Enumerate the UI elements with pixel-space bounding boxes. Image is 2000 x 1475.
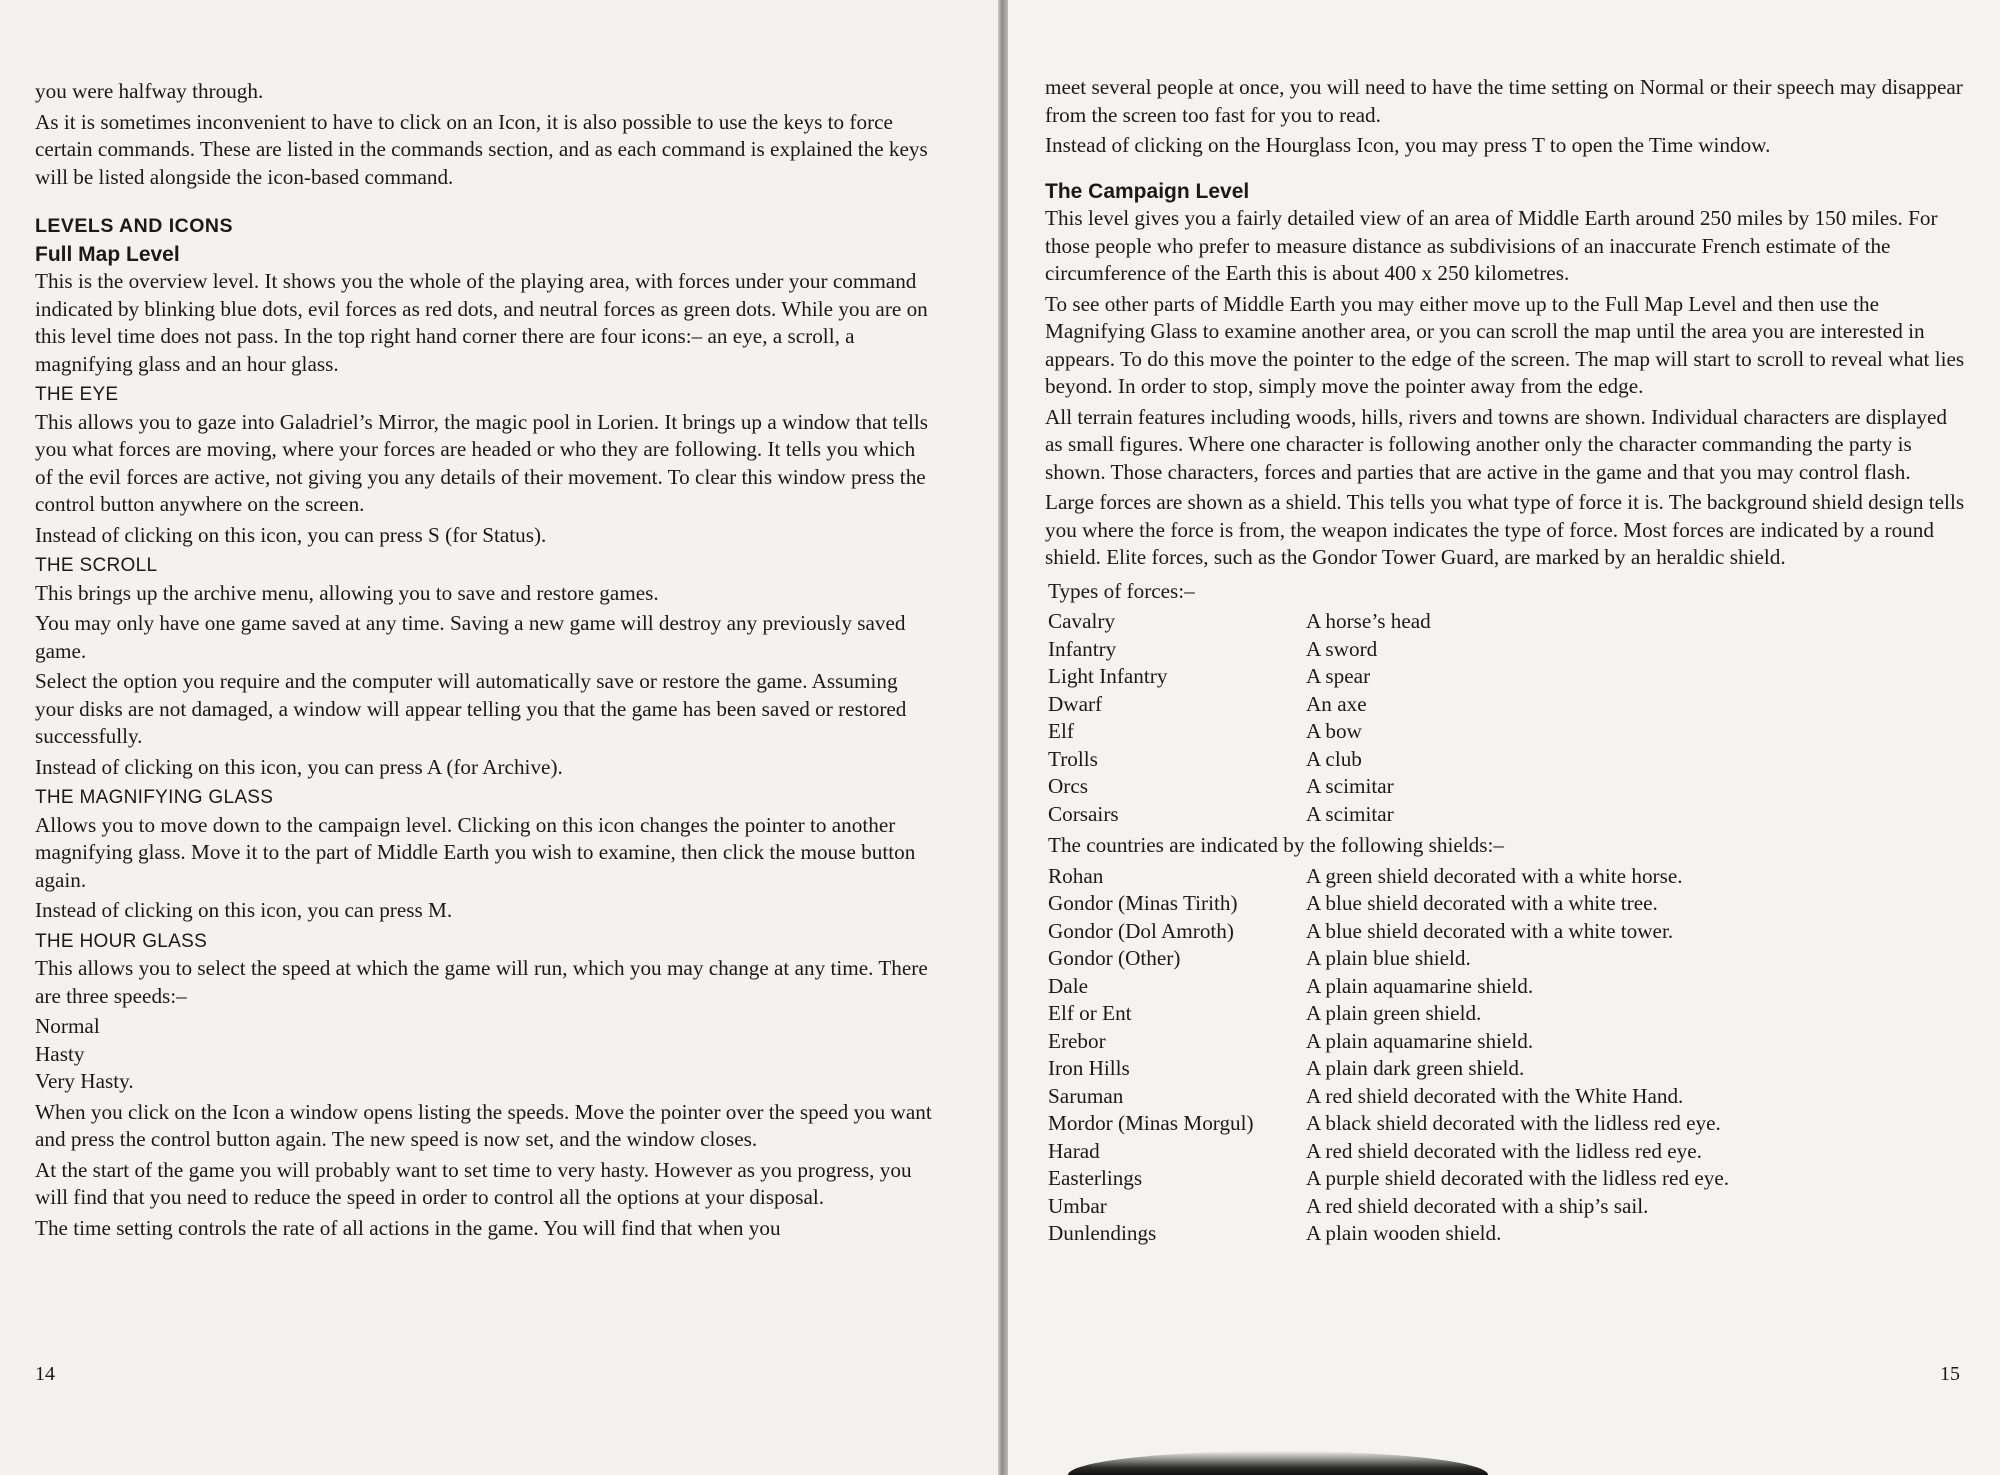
list-row xyxy=(1048,1000,1729,1028)
heading-magnifying-glass: THE MAGNIFYING GLASS xyxy=(35,787,274,808)
heading-the-eye: THE EYE xyxy=(35,384,119,405)
list-row xyxy=(1048,1028,1729,1056)
row-name: Dwarf xyxy=(1048,691,1103,716)
list-row xyxy=(1048,945,1729,973)
page-number: 15 xyxy=(1940,1363,1960,1385)
row-name: Easterlings xyxy=(1048,1166,1143,1190)
country-shields-table xyxy=(1048,863,1729,1248)
paragraph: This level gives you a fairly detailed view of an area of Middle Earth around 250 miles by 150 miles. For those people who prefer to measure distance as subdivisions of an inaccurate French estimate of the circumference of the Earth this is about 400 x 250 kilometres. xyxy=(1045,206,1938,285)
row-description: A red shield decorated with a ship’s sail. xyxy=(1306,1193,1649,1218)
row-description: A plain dark green shield. xyxy=(1306,1056,1525,1080)
row-name: Cavalry xyxy=(1048,609,1116,633)
row-description: A purple shield decorated with the lidless red eye. xyxy=(1306,1166,1730,1190)
list-row xyxy=(1048,973,1729,1001)
paragraph: Instead of clicking on this icon, you can press A (for Archive). xyxy=(35,754,563,779)
row-name: Infantry xyxy=(1048,636,1117,661)
row-name: Saruman xyxy=(1048,1083,1124,1108)
row-name: Mordor (Minas Morgul) xyxy=(1048,1111,1254,1135)
list-row xyxy=(1048,608,1431,636)
list-row xyxy=(1048,718,1431,746)
paragraph: This is the overview level. It shows you the whole of the playing area, with forces under your command indicated by blinking blue dots, evil forces as red dots, and neutral forces as green dots. While you are on this level time does not pass. In the top right hand corner there are four icons:– an eye, a scroll, a magnifying glass and an hour glass. xyxy=(35,269,928,376)
countries-intro: The countries are indicated by the following shields:– xyxy=(1048,833,1504,857)
row-description: A spear xyxy=(1306,664,1371,688)
row-description: A plain aquamarine shield. xyxy=(1306,973,1534,998)
row-name: Elf xyxy=(1048,719,1074,743)
heading-hour-glass: THE HOUR GLASS xyxy=(35,930,208,952)
page-number: 14 xyxy=(35,1363,55,1385)
right-page xyxy=(1008,0,2000,1475)
section-title-levels: LEVELS AND ICONS xyxy=(35,215,233,237)
subsection-campaign: The Campaign Level xyxy=(1045,179,1250,203)
paragraph: Large forces are shown as a shield. This tells you what type of force it is. The background shield design tells you where the force is from, the weapon indicates the type of force. Most forces are indicated by a round shield. Elite forces, such as the Gondor Tower Guard, are marked by an heraldic shield. xyxy=(1045,490,1965,569)
list-row xyxy=(1048,1165,1729,1193)
row-description: A bow xyxy=(1306,719,1362,743)
subsection-full-map: Full Map Level xyxy=(35,242,180,266)
row-description: A plain aquamarine shield. xyxy=(1306,1028,1534,1053)
list-row xyxy=(1048,1138,1729,1166)
paragraph: When you click on the Icon a window opens listing the speeds. Move the pointer over the speed you want and press the control button again. The new speed is now set, and the window closes. xyxy=(35,1099,932,1151)
row-description: A club xyxy=(1306,746,1362,771)
list-row xyxy=(1048,1193,1729,1221)
types-intro: Types of forces:– xyxy=(1048,578,1195,603)
scan-edge-shadow xyxy=(1068,1451,1488,1475)
paragraph: At the start of the game you will probably want to set time to very hasty. However as you progress, you will find that you need to reduce the speed in order to control all the options at your disposal. xyxy=(35,1157,912,1209)
paragraph: This brings up the archive menu, allowing you to save and restore games. xyxy=(35,580,659,605)
list-row xyxy=(1048,918,1729,946)
paragraph: The time setting controls the rate of all actions in the game. You will find that when you xyxy=(35,1215,781,1240)
row-description: A red shield decorated with the lidless red eye. xyxy=(1306,1138,1702,1163)
row-name: Elf or Ent xyxy=(1048,1001,1132,1025)
paragraph: To see other parts of Middle Earth you may either move up to the Full Map Level and then use the Magnifying Glass to examine another area, or you can scroll the map until the area you are interested in appears. To do this move the pointer to the edge of the screen. The map will start to scroll to reveal what lies beyond. In order to stop, simply move the pointer away from the edge. xyxy=(1045,291,1965,398)
row-description: A green shield decorated with a white horse. xyxy=(1306,863,1683,888)
row-description: A plain blue shield. xyxy=(1306,946,1471,970)
row-name: Light Infantry xyxy=(1048,664,1168,688)
row-description: A plain wooden shield. xyxy=(1306,1221,1502,1245)
list-row xyxy=(1048,1055,1729,1083)
row-description: An axe xyxy=(1306,691,1367,716)
row-name: Gondor (Minas Tirith) xyxy=(1048,891,1238,915)
speed-item: Hasty xyxy=(35,1041,85,1066)
row-name: Iron Hills xyxy=(1048,1056,1130,1080)
paragraph: you were halfway through. xyxy=(35,79,264,103)
paragraph: All terrain features including woods, hills, rivers and towns are shown. Individual characters are displayed as small figures. Where one character is following another only the character commanding the party is shown. Those characters, forces and parties that are active in the game and that you may control flash. xyxy=(1045,404,1947,484)
paragraph: Instead of clicking on this icon, you can press S (for Status). xyxy=(35,522,547,547)
row-description: A red shield decorated with the White Hand. xyxy=(1306,1083,1684,1108)
right-column xyxy=(1045,74,1965,1252)
list-row xyxy=(1048,863,1729,891)
list-row xyxy=(1048,1110,1729,1138)
left-page xyxy=(0,0,998,1475)
row-description: A horse’s head xyxy=(1306,609,1431,633)
force-types-table xyxy=(1048,608,1431,828)
row-name: Rohan xyxy=(1048,863,1104,888)
list-row xyxy=(1048,773,1431,801)
row-name: Dunlendings xyxy=(1048,1221,1157,1245)
list-row xyxy=(1048,691,1431,719)
paragraph: This allows you to select the speed at which the game will run, which you may change at any time. There are three speeds:– xyxy=(35,956,928,1008)
row-description: A blue shield decorated with a white tree. xyxy=(1306,891,1658,915)
paragraph: meet several people at once, you will need to have the time setting on Normal or their speech may disappear from the screen too fast for you to read. xyxy=(1045,75,1963,127)
heading-the-scroll: THE SCROLL xyxy=(35,555,158,576)
row-description: A sword xyxy=(1306,636,1378,661)
row-description: A scimitar xyxy=(1306,774,1394,798)
paragraph: Instead of clicking on this icon, you can press M. xyxy=(35,898,453,922)
paragraph: Instead of clicking on the Hourglass Icon, you may press T to open the Time window. xyxy=(1045,133,1771,157)
row-name: Dale xyxy=(1048,973,1088,998)
list-row xyxy=(1048,801,1431,829)
row-description: A blue shield decorated with a white tower. xyxy=(1306,918,1674,943)
row-name: Gondor (Dol Amroth) xyxy=(1048,918,1234,943)
paragraph: You may only have one game saved at any time. Saving a new game will destroy any previously saved game. xyxy=(35,611,906,663)
list-row xyxy=(1048,636,1431,664)
speed-item: Normal xyxy=(35,1014,100,1038)
row-description: A plain green shield. xyxy=(1306,1001,1482,1025)
row-description: A black shield decorated with the lidless red eye. xyxy=(1306,1111,1721,1135)
list-row xyxy=(1048,746,1431,774)
speed-list xyxy=(35,1013,935,1096)
list-row xyxy=(1048,1083,1729,1111)
row-description: A scimitar xyxy=(1306,801,1394,826)
row-name: Erebor xyxy=(1048,1028,1106,1053)
paragraph: As it is sometimes inconvenient to have to click on an Icon, it is also possible to use the keys to force certain commands. These are listed in the commands section, and as each command is explained the keys will be listed alongside the icon-based command. xyxy=(35,109,928,189)
list-row xyxy=(1048,890,1729,918)
list-row xyxy=(1048,1220,1729,1248)
list-row xyxy=(1048,663,1431,691)
paragraph: Allows you to move down to the campaign level. Clicking on this icon changes the pointer to another magnifying glass. Move it to the part of Middle Earth you wish to examine, then click the mouse button again. xyxy=(35,812,916,892)
paragraph: This allows you to gaze into Galadriel’s Mirror, the magic pool in Lorien. It brings up a window that tells you what forces are moving, where your forces are headed or who they are following. It tells you which of the evil forces are active, not giving you any details of their movement. To clear this window press the control button anywhere on the screen. xyxy=(35,409,928,516)
speed-item: Very Hasty. xyxy=(35,1069,134,1093)
row-name: Trolls xyxy=(1048,746,1098,771)
row-name: Umbar xyxy=(1048,1193,1107,1218)
row-name: Corsairs xyxy=(1048,801,1119,826)
left-column xyxy=(35,78,935,1245)
paragraph: Select the option you require and the computer will automatically save or restore the game. Assuming your disks are not damaged, a window will appear telling you that the game has been saved or restored successfully. xyxy=(35,669,907,748)
row-name: Orcs xyxy=(1048,774,1089,798)
book-gutter xyxy=(998,0,1008,1475)
row-name: Harad xyxy=(1048,1138,1100,1163)
row-name: Gondor (Other) xyxy=(1048,946,1181,970)
